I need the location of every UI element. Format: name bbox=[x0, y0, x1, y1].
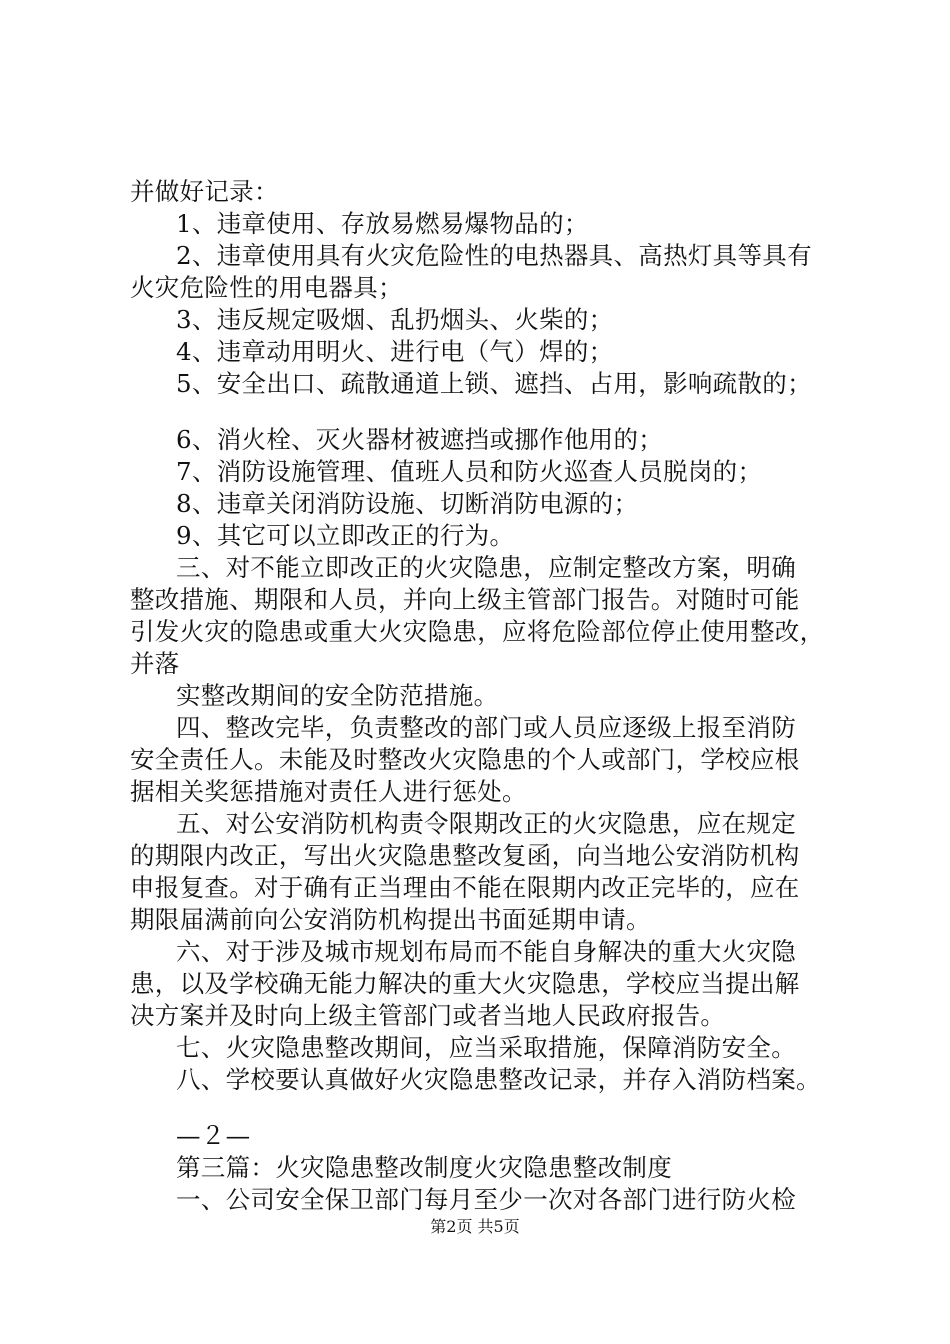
paragraph-line: 并落 bbox=[130, 649, 180, 678]
text-line: 火灾危险性的用电器具； bbox=[130, 273, 403, 302]
paragraph-line: 引发火灾的隐患或重大火灾隐患，应将危险部位停止使用整改， bbox=[130, 617, 825, 646]
page-footer: 第2页 共5页 bbox=[430, 1217, 520, 1236]
paragraph-line: 据相关奖惩措施对责任人进行惩处。 bbox=[130, 777, 527, 806]
section-heading: 第三篇：火灾隐患整改制度火灾隐患整改制度 bbox=[176, 1153, 672, 1182]
list-item: 2、违章使用具有火灾危险性的电热器具、高热灯具等具有 bbox=[176, 241, 812, 270]
paragraph-line: 六、对于涉及城市规划布局而不能自身解决的重大火灾隐 bbox=[176, 937, 796, 966]
paragraph-line: 患，以及学校确无能力解决的重大火灾隐患，学校应当提出解 bbox=[130, 969, 800, 998]
list-item: 6、消火栓、灭火器材被遮挡或挪作他用的； bbox=[176, 425, 664, 454]
paragraph-line: 四、整改完毕，负责整改的部门或人员应逐级上报至消防 bbox=[176, 713, 796, 742]
paragraph-line: 整改措施、期限和人员，并向上级主管部门报告。对随时可能 bbox=[130, 585, 800, 614]
list-item: 5、安全出口、疏散通道上锁、遮挡、占用，影响疏散的； bbox=[176, 369, 812, 398]
page-number-inline: —２— bbox=[176, 1121, 251, 1150]
paragraph-line: 七、火灾隐患整改期间，应当采取措施，保障消防安全。 bbox=[176, 1033, 796, 1062]
list-item: 9、其它可以立即改正的行为。 bbox=[176, 521, 515, 550]
paragraph-line: 安全责任人。未能及时整改火灾隐患的个人或部门，学校应根 bbox=[130, 745, 800, 774]
paragraph-line: 申报复查。对于确有正当理由不能在限期内改正完毕的，应在 bbox=[130, 873, 800, 902]
paragraph-line: 决方案并及时向上级主管部门或者当地人民政府报告。 bbox=[130, 1001, 726, 1030]
paragraph-line: 的期限内改正，写出火灾隐患整改复函，向当地公安消防机构 bbox=[130, 841, 800, 870]
paragraph-line: 五、对公安消防机构责令限期改正的火灾隐患，应在规定 bbox=[176, 809, 796, 838]
paragraph-line: 三、对不能立即改正的火灾隐患，应制定整改方案，明确 bbox=[176, 553, 796, 582]
paragraph-line: 八、学校要认真做好火灾隐患整改记录，并存入消防档案。 bbox=[176, 1065, 821, 1094]
list-item: 4、违章动用明火、进行电（气）焊的； bbox=[176, 337, 614, 366]
text-line: 并做好记录： bbox=[130, 177, 279, 206]
list-item: 8、违章关闭消防设施、切断消防电源的； bbox=[176, 489, 639, 518]
paragraph-line: 一、公司安全保卫部门每月至少一次对各部门进行防火检 bbox=[176, 1185, 796, 1214]
paragraph-line: 期限届满前向公安消防机构提出书面延期申请。 bbox=[130, 905, 651, 934]
list-item: 3、违反规定吸烟、乱扔烟头、火柴的； bbox=[176, 305, 614, 334]
list-item: 7、消防设施管理、值班人员和防火巡查人员脱岗的； bbox=[176, 457, 763, 486]
paragraph-line: 实整改期间的安全防范措施。 bbox=[176, 681, 499, 710]
list-item: 1、违章使用、存放易燃易爆物品的； bbox=[176, 209, 589, 238]
